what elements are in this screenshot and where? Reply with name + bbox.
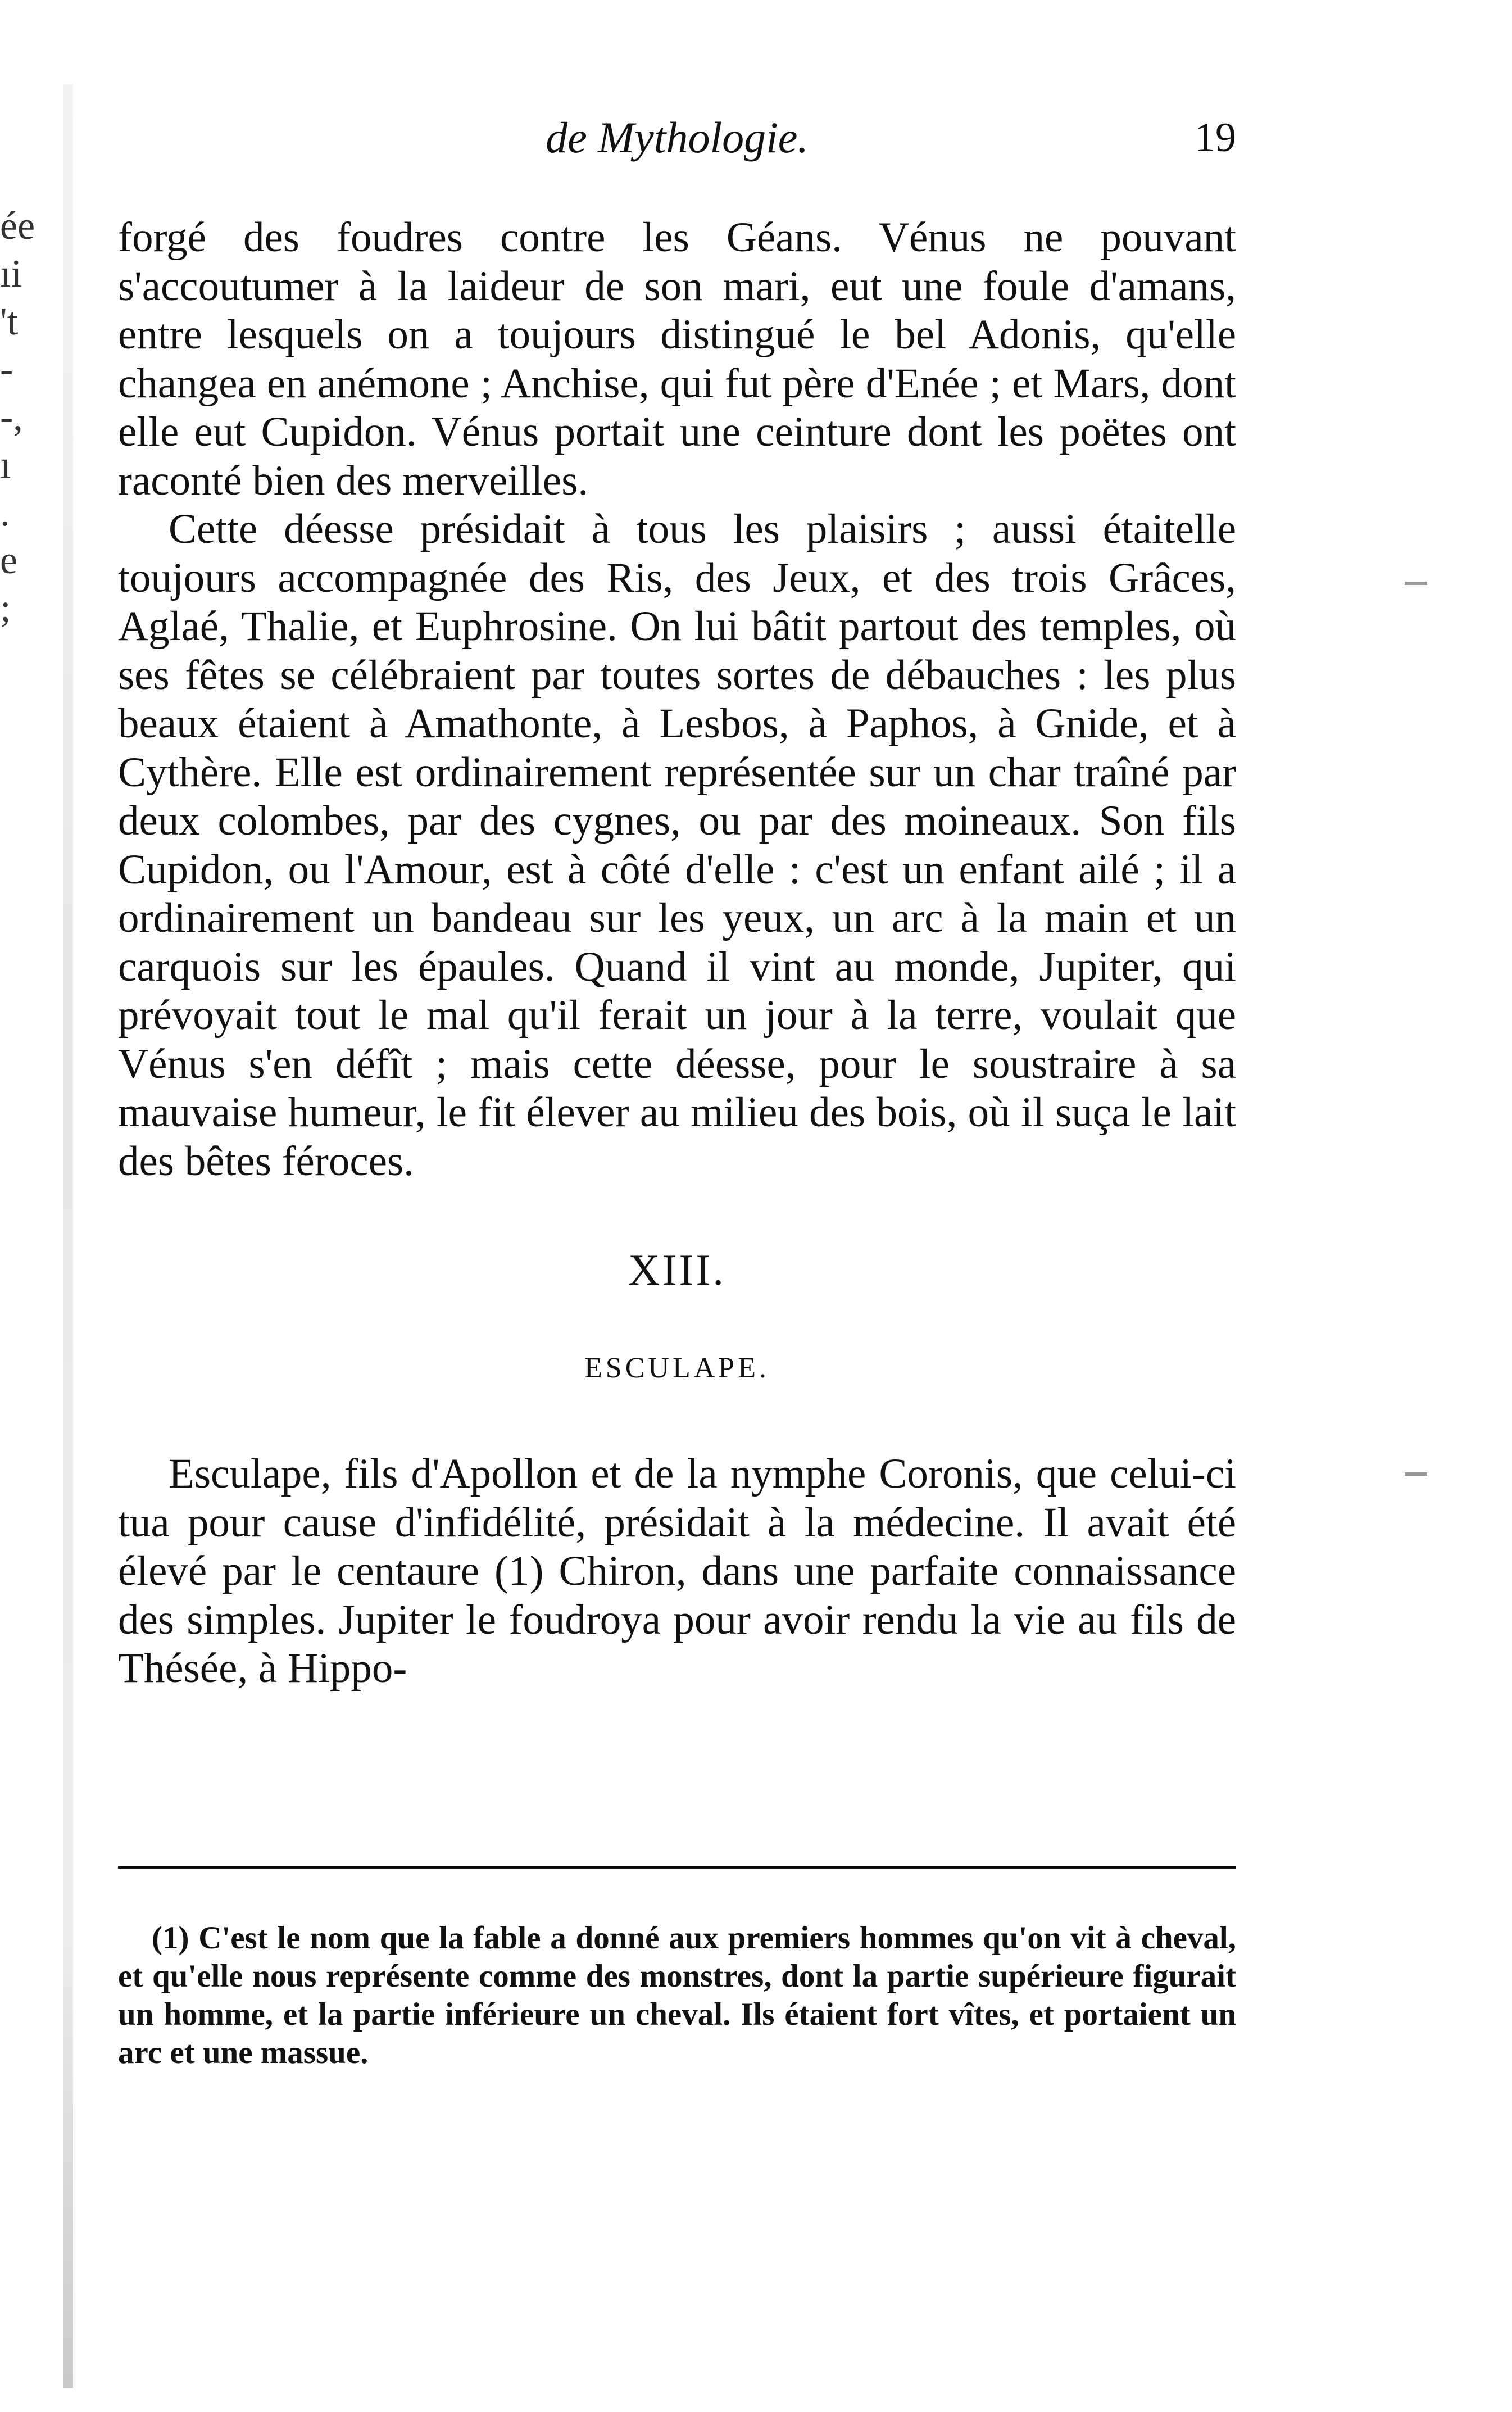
left-margin-bleed [0,202,62,632]
section-title: ESCULAPE. [584,1352,770,1384]
paragraph: forgé des foudres contre les Géans. Vénus ne pouvant s'accoutumer à la laideur de son mari, eut une foule d'amans, entre lesquels on a toujours distingué le bel Adonis, qu'elle changea en anémone ; Anchise, qui fut père d'Enée ; et Mars, dont elle eut Cupidon. Vénus portait une ceinture dont les poëtes ont raconté bien des merveilles. [118,214,1236,504]
paragraph: Esculape, fils d'Apollon et de la nymphe Coronis, que celui-ci tua pour cause d'infidélité, présidait à la médecine. Il avait été élevé par le centaure (1) Chiron, dans une parfaite connaissance des simples. Jupiter le foudroya pour avoir rendu la vie au fils de Thésée, à Hippo- [118,1450,1236,1692]
margin-fragment: ée [0,205,35,248]
margin-fragment: e [0,539,18,582]
margin-fragment: ı [0,443,11,487]
page-spine-shadow [63,84,73,2388]
paragraph: Cette déesse présidait à tous les plaisirs ; aussi étaitelle toujours accompagnée des Ris, des Jeux, et des trois Grâces, Aglaé, Thalie, et Euphrosine. On lui bâtit partout des temples, où ses fêtes se célébraient par toutes sortes de débauches : les plus beaux étaient à Amathonte, à Lesbos, à Paphos, à Gnide, et à Cythère. Elle est ordinairement représentée sur un char traîné par deux colombes, par des cygnes, ou par des moineaux. Son fils Cupidon, ou l'Amour, est à côté d'elle : c'est un enfant ailé ; il a ordinairement un bandeau sur les yeux, un arc à la main et un carquois sur les épaules. Quand il vint au monde, Jupiter, qui prévoyait tout le mal qu'il ferait un jour à la terre, voulait que Vénus s'en défît ; mais cette déesse, pour le soustraire à sa mauvaise humeur, le fit élever au milieu des bois, où il suça le lait des bêtes féroces. [118,506,1236,1185]
margin-fragment: -, [0,396,23,439]
section-number: XIII. [628,1245,726,1294]
margin-fragment: - [0,348,13,391]
right-margin-mark [1405,1472,1427,1476]
main-text [118,214,1236,1693]
margin-fragment: . [0,491,10,534]
right-margin-mark [1405,582,1427,585]
margin-fragment: ıi [0,252,22,296]
margin-fragment: ; [0,587,11,630]
footnote: (1) C'est le nom que la fable a donné aux premiers hommes qu'on vit à cheval, et qu'elle nous représente comme des monstres, dont la partie supérieure figurait un homme, et la partie inférieure un cheval. Ils étaient fort vîtes, et portaient un arc et une massue. [118,1920,1236,2070]
running-header [118,110,1236,171]
footnote-divider [118,1866,1236,1869]
running-title: de Mythologie. [546,113,809,162]
page-number: 19 [1195,115,1236,161]
margin-fragment: 't [0,300,19,343]
